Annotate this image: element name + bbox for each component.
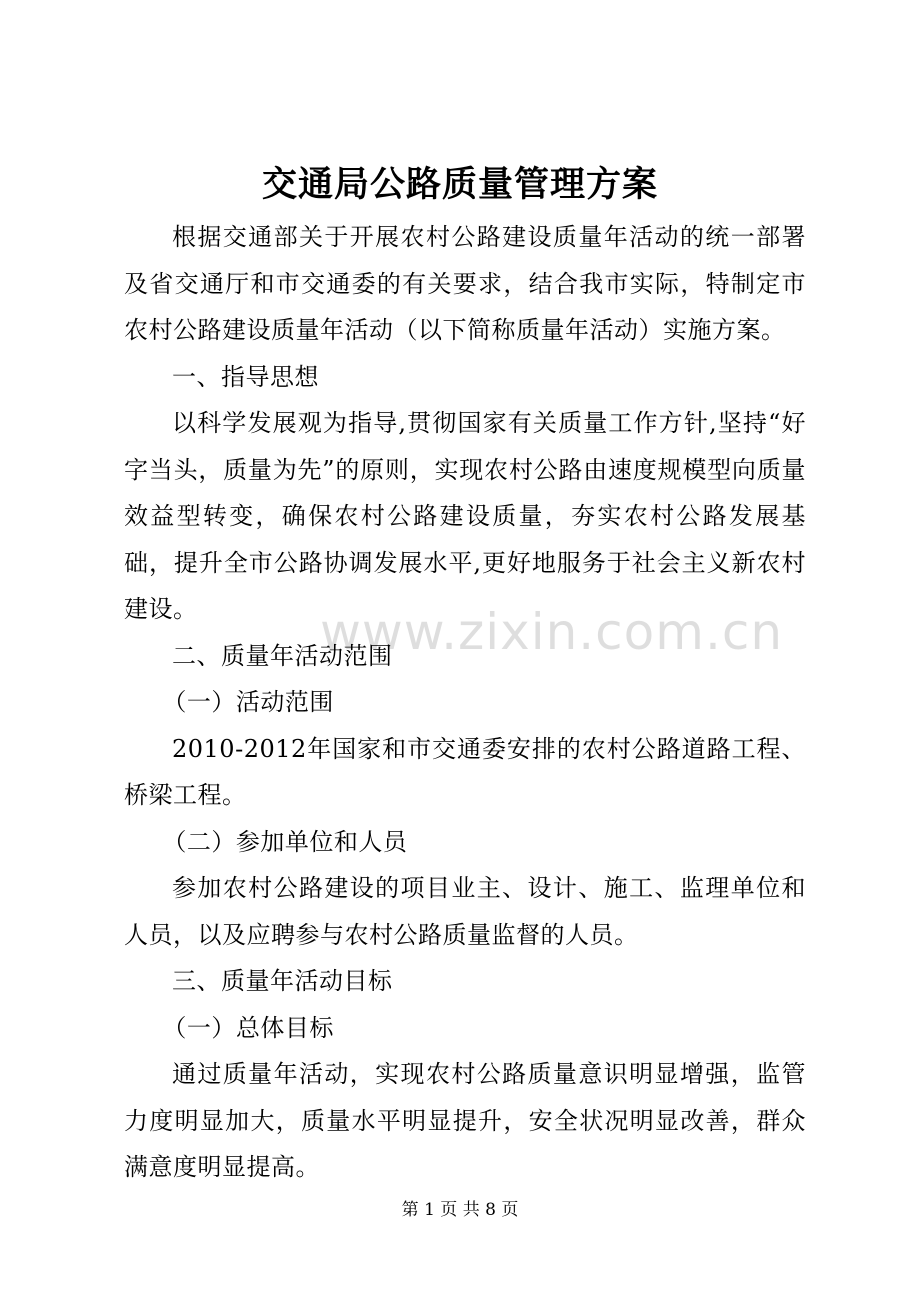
page-footer: 第 1 页 共 8 页 <box>401 1200 519 1220</box>
overall-goal-paragraph: 通过质量年活动，实现农村公路质量意识明显增强，监管力度明显加大，质量水平明显提升，安全状况明显改善，群众满意度明显提高。 <box>124 1060 806 1181</box>
activity-range-paragraph: 2010-2012年国家和市交通委安排的农村公路道路工程、桥梁工程。 <box>124 734 806 809</box>
section-heading-activity-goals: 三、质量年活动目标 <box>172 967 393 995</box>
intro-paragraph: 根据交通部关于开展农村公路建设质量年活动的统一部署及省交通厅和市交通委的有关要求，结合我市实际，特制定市农村公路建设质量年活动（以下简称质量年活动）实施方案。 <box>124 223 806 344</box>
subsection-heading-activity-range: （一）活动范围 <box>162 688 334 716</box>
subsection-heading-overall-goal: （一）总体目标 <box>162 1013 334 1042</box>
document-title: 交通局公路质量管理方案 <box>261 164 658 205</box>
guiding-ideology-paragraph: 以科学发展观为指导,贯彻国家有关质量工作方针,坚持“好字当头，质量为先”的原则，实现农村公路由速度规模型向质量效益型转变，确保农村公路建设质量，夯实农村公路发展基础，提升全市公路协调发展水平,更好地服务于社会主义新农村建设。 <box>124 409 806 623</box>
watermark: www.zixin.com.cn <box>320 603 784 661</box>
section-heading-guiding-ideology: 一、指导思想 <box>172 362 319 391</box>
subsection-heading-participants: （二）参加单位和人员 <box>162 827 408 856</box>
document-body <box>124 214 806 1191</box>
participants-paragraph: 参加农村公路建设的项目业主、设计、施工、监理单位和人员，以及应聘参与农村公路质量监督的人员。 <box>124 874 806 949</box>
section-heading-activity-scope: 二、质量年活动范围 <box>172 641 393 670</box>
